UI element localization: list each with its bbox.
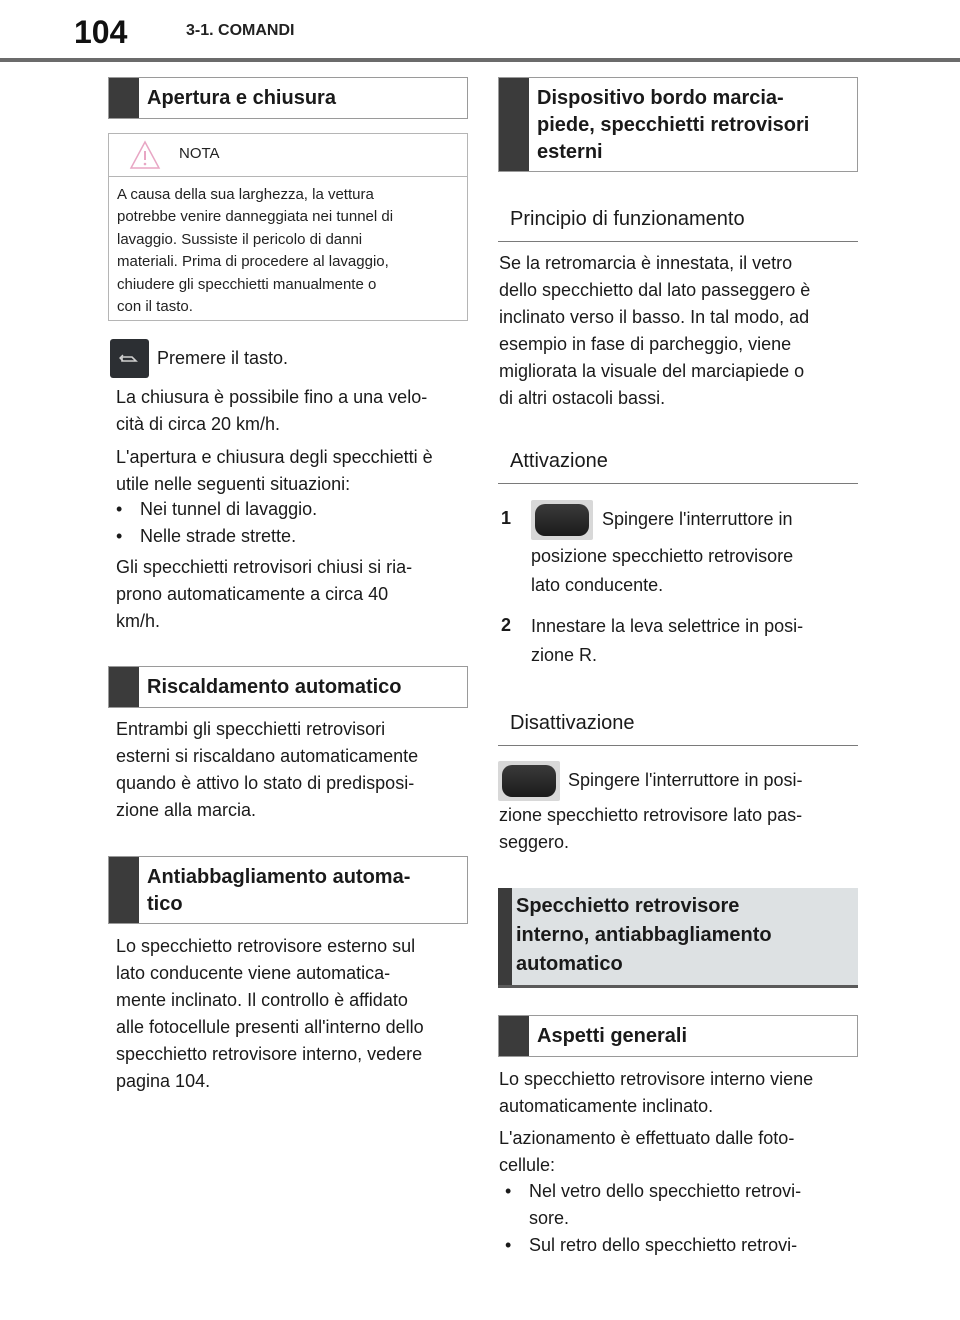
header-divider: [0, 58, 960, 62]
page-header: [0, 0, 960, 62]
step-number: 2: [501, 615, 512, 635]
step-text: lato conducente.: [531, 575, 664, 595]
mirror-switch-icon: [531, 500, 593, 540]
section-heading-aspetti: [498, 1015, 858, 1057]
step-text: zione R.: [531, 645, 598, 665]
paragraph-situations: L'apertura e chiusura degli specchietti è utile nelle seguenti situazioni:: [116, 447, 433, 494]
section-bar: [499, 1016, 529, 1056]
section-heading-specchietto-interno: [498, 888, 858, 988]
subheading-title: Disattivazione: [510, 712, 635, 734]
note-label: NOTA: [179, 145, 220, 162]
note-line: potrebbe venire danneggiata nei tunnel di: [117, 208, 394, 226]
section-title: Aspetti generali: [537, 1025, 688, 1047]
paragraph-closing-speed: La chiusura è possibile fino a una velo- cità di circa 20 km/h.: [116, 387, 428, 434]
note-line: con il tasto.: [117, 298, 193, 316]
deactivation-text: zione specchietto retrovisore lato pas- seggero.: [499, 805, 803, 852]
section-title: Apertura e chiusura: [147, 87, 336, 109]
subheading-disattivazione: [498, 694, 858, 746]
warning-icon: [129, 140, 161, 170]
step-text: posizione specchietto retrovisore: [531, 546, 794, 566]
section-heading-riscaldamento: [108, 666, 468, 708]
section-bar: [109, 667, 139, 707]
note-header: [109, 134, 467, 177]
paragraph-principle: Se la retromarcia è innestata, il vetro dello specchietto dal lato passeggero è inclinato verso il basso. In tal modo, ad esempio in fase di parcheggio, viene migliorata la visuale del marciapiede o di altri ostacoli bassi.: [499, 253, 811, 408]
note-line: materiali. Prima di procedere al lavaggio,: [117, 253, 389, 271]
section-title: Riscaldamento automatico: [147, 676, 402, 698]
subheading-title: Attivazione: [510, 450, 608, 472]
section-title: Dispositivo bordo marcia- piede, specchietti retrovisori esterni: [537, 87, 810, 163]
paragraph-auto-dim: Lo specchietto retrovisore esterno sul lato conducente viene automatica- mente inclinato. Il controllo è affidato alle fotocellule presenti all'interno dello specchietto retrovisore interno, vedere pagina 104.: [116, 936, 424, 1091]
paragraph-general: Lo specchietto retrovisore interno viene automaticamente inclinato.: [499, 1069, 814, 1116]
section-heading-antiabbagliamento: [108, 856, 468, 924]
note-line: lavaggio. Sussiste il pericolo di danni: [117, 230, 363, 248]
step-text: Spingere l'interruttore in: [602, 509, 793, 529]
press-button-text: Premere il tasto.: [157, 348, 289, 368]
section-heading-apertura: [108, 77, 468, 119]
page-number: 104: [74, 14, 128, 50]
note-box: [108, 133, 468, 321]
section-bar: [109, 78, 139, 118]
section-bar: [109, 857, 139, 923]
paragraph-auto-reopen: Gli specchietti retrovisori chiusi si ria- prono automaticamente a circa 40 km/h.: [116, 557, 413, 631]
step-number: 1: [501, 508, 512, 528]
paragraph-photocells: L'azionamento è effettuato dalle foto- cellule:: [499, 1128, 795, 1175]
section-bar: [499, 78, 529, 171]
note-line: chiudere gli specchietti manualmente o: [117, 275, 377, 293]
section-heading-dispositivo: [498, 77, 858, 172]
section-bar: [498, 888, 512, 985]
subheading-attivazione: [498, 432, 858, 484]
subheading-title: Principio di funzionamento: [510, 208, 745, 230]
note-line: A causa della sua larghezza, la vettura: [117, 186, 374, 203]
section-title: Antiabbagliamento automa- tico: [147, 866, 411, 915]
subheading-principio: [498, 190, 858, 242]
note-body: [117, 184, 457, 318]
mirror-switch-icon: [498, 761, 560, 801]
section-title: Specchietto retrovisore interno, antiabbagliamento automatico: [516, 895, 772, 975]
chapter-title: 3-1. COMANDI: [186, 22, 295, 39]
mirror-fold-button-icon: [110, 339, 149, 378]
paragraph-heating: Entrambi gli specchietti retrovisori esterni si riscaldano automaticamente quando è attivo lo stato di predisposi- zione alla marcia.: [116, 719, 419, 820]
step-text: Innestare la leva selettrice in posi-: [531, 616, 804, 636]
deactivation-text: Spingere l'interruttore in posi-: [568, 770, 803, 790]
